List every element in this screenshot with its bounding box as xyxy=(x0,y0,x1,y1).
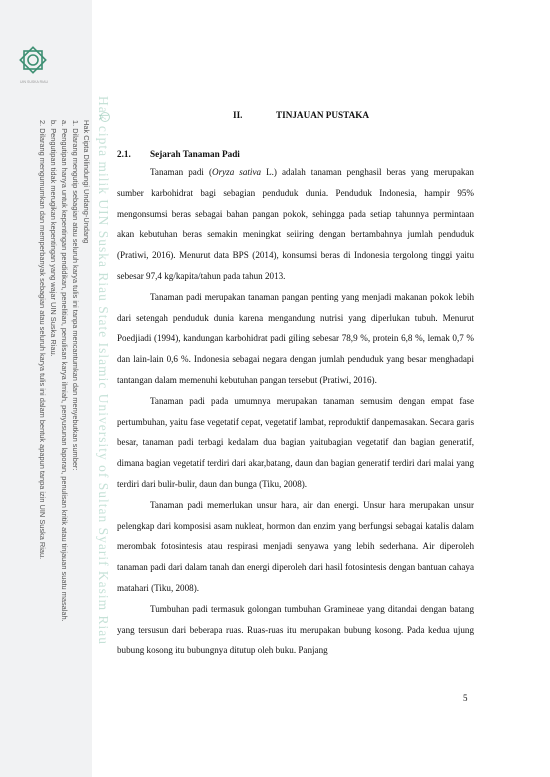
copyright-sidebar xyxy=(0,0,92,777)
chapter-number: II. xyxy=(233,110,243,120)
section-number: 2.1. xyxy=(117,149,131,159)
logo-caption: UIN SUSKA RIAU xyxy=(19,80,48,84)
paragraph: Tanaman padi pada umumnya merupakan tanaman semusim dengan empat fase pertumbuhan, yaitu fase vegetatif cepat, vegetatif lambat, reproduktif danpemasakan. Secara garis besar, tanaman padi terbagi kedalam dua bagian yaitubagian vegetatif dan bagian generatif, dimana bagian vegetatif terdiri dari akar,batang, daun dan bagian generatif terdiri dari malai yang terdiri dari bulir-bulir, daun dan bunga (Tiku, 2008). xyxy=(117,395,474,489)
page-number: 5 xyxy=(463,693,468,703)
section-title: Sejarah Tanaman Padi xyxy=(150,149,240,159)
vertical-watermark: Hak cipta milik UIN Suska Riau State Islamic University of Sultan Syarif Kasim Riau xyxy=(96,96,111,646)
paragraph: Tanaman padi merupakan tanaman pangan penting yang menjadi makanan pokok lebih dari setengah penduduk dunia karena mengandung nutrisi yang diperlukan tubuh. Menurut Poedjiadi (1994), kandungan karbohidrat padi giling sebesar 78,9 %, protein 6,8 %, lemak 0,7 % dan lain-lain 0,6 %. Indonesia sebagai negara dengan jumlah penduduk yang besar menghadapi tantangan dalam memenuhi kebutuhan pangan tersebut (Pratiwi, 2016). xyxy=(117,291,474,385)
copyright-line-1: Hak Cipta Dilindungi Undang-Undang xyxy=(82,120,91,244)
body-text xyxy=(117,162,474,661)
paragraph: Tumbuhan padi termasuk golongan tumbuhan Gramineae yang ditandai dengan batang yang tersusun dari beberapa ruas. Ruas-ruas itu merupakan bubung kosong. Pada kedua ujung bubung kosong itu bubungnya ditutup oleh buku. Panjang xyxy=(117,603,474,656)
copyright-line-3: a. Pengutipan hanya untuk kepentingan pendidikan, penelitian, penulisan karya ilmiah, penyusunan laporan, penulisan kritik atau tinjauan suatu masalah. xyxy=(60,120,69,622)
paragraph: Tanaman padi (Oryza sativa L.) adalah tanaman penghasil beras yang merupakan sumber karbohidrat bagi sebagian penduduk dunia. Penduduk Indonesia, hampir 95% mengonsumsi beras sebagai bahan pangan pokok, sehingga pada setiap tahunnya permintaan akan kebutuhan beras semakin meningkat seiiring dengan bertambahnya jumlah penduduk (Pratiwi, 2016). Menurut data BPS (2014), konsumsi beras di Indonesia tergolong tinggi yaitu sebesar 97,4 kg/kapita/tahun pada tahun 2013. xyxy=(117,167,474,281)
chapter-title: TINJAUAN PUSTAKA xyxy=(276,110,369,120)
university-logo-icon xyxy=(18,45,48,75)
copyright-line-5: 2. Dilarang mengumumkan dan memperbanyak sebagian atau seluruh karya tulis ini dalam bentuk apapun tanpa izin UIN Suska Riau. xyxy=(38,120,47,560)
copyright-line-4: b. Pengutipan tidak merugikan kepentingan yang wajar UIN Suska Riau. xyxy=(49,120,58,357)
copyright-line-2: 1. Dilarang mengutip sebagian atau seluruh karya tulis ini tanpa mencantumkan dan menyebutkan sumber: xyxy=(71,120,80,471)
paragraph: Tanaman padi memerlukan unsur hara, air dan energi. Unsur hara merupakan unsur pelengkap dari komposisi asam nukleat, hormon dan enzim yang berfungsi sebagai katalis dalam merombak fotosintesis atau respirasi menjadi senyawa yang lebih sederhana. Air diperoleh tanaman padi dari dalam tanah dan energi diperoleh dari hasil fotosintesis dengan bantuan cahaya matahari (Tiku, 2008). xyxy=(117,499,474,593)
